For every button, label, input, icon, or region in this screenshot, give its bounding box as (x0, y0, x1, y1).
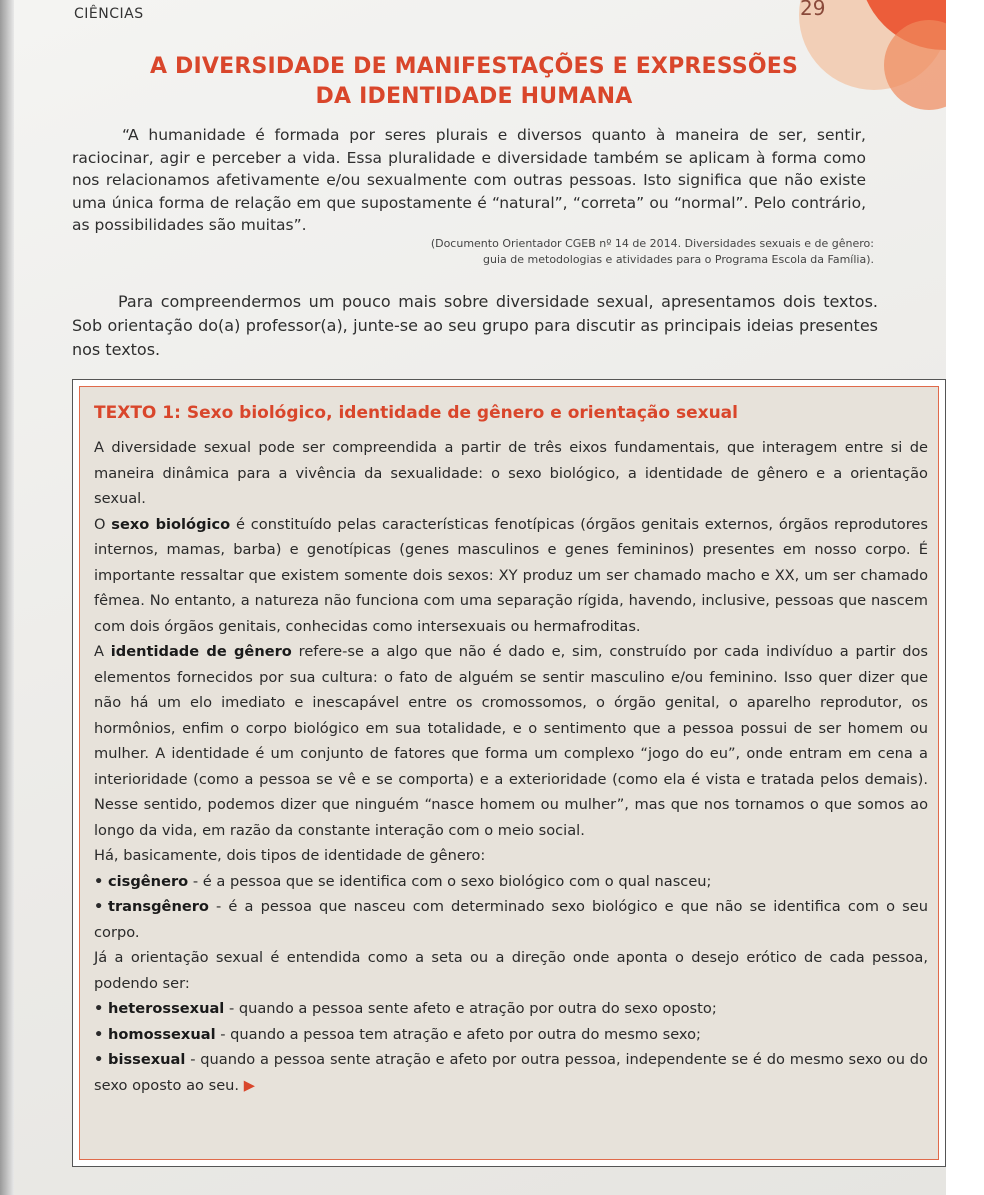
term-bold: heterossexual (108, 1000, 225, 1017)
source-line-1: (Documento Orientador CGEB nº 14 de 2014. Diversidades sexuais e de gênero: (430, 237, 874, 250)
source-line-2: guia de metodologias e atividades para o Programa Escola da Família). (483, 253, 874, 266)
list-item: • transgênero - é a pessoa que nasceu com determinado sexo biológico e que não se identifica com o seu corpo. (94, 894, 928, 945)
term-bold: transgênero (108, 898, 209, 915)
text1-title: TEXTO 1: Sexo biológico, identidade de gênero e orientação sexual (94, 403, 738, 423)
paragraph: O sexo biológico é constituído pelas características fenotípicas (órgãos genitais externos, órgãos reprodutores internos, mamas, barba) e genotípicas (genes masculinos e genes femininos) presentes em nosso corpo. É importante ressaltar que existem somente dois sexos: XY produz um ser chamado macho e XX, um ser chamado fêmea. No entanto, a natureza não funciona com uma separação rígida, havendo, inclusive, pessoas que nascem com dois órgãos genitais, conhecidas como intersexuais ou hermafroditas. (94, 515, 928, 635)
textbook-page (14, 0, 946, 1195)
term-bold: cisgênero (108, 872, 189, 890)
paragraph: Já a orientação sexual é entendida como a seta ou a direção onde aponta o desejo erótico de cada pessoa, podendo ser: (94, 949, 928, 992)
text1-box (72, 379, 946, 1167)
list-item: • heterossexual - quando a pessoa sente afeto e atração por outra do sexo oposto; (94, 996, 928, 1022)
bullet-icon: • (94, 1025, 104, 1043)
subject-header: CIÊNCIAS (74, 6, 144, 22)
title-line-1: A DIVERSIDADE DE MANIFESTAÇÕES E EXPRESSÕES (149, 54, 799, 79)
bullet-icon: • (94, 1000, 104, 1017)
list-item: • homossexual - quando a pessoa tem atração e afeto por outra do mesmo sexo; (94, 1022, 928, 1048)
text1-box-inner (79, 386, 939, 1160)
bullet-icon: • (94, 898, 104, 915)
page-title (74, 52, 874, 112)
paragraph: Há, basicamente, dois tipos de identidade de gênero: (94, 847, 486, 864)
epigraph-quote: “A humanidade é formada por seres plurais e diversos quanto à maneira de ser, sentir, raciocinar, agir e perceber a vida. Essa pluralidade e diversidade também se aplicam à forma como nos relacionamos afetivamente e/ou sexualmente com outras pessoas. Isto significa que não existe uma única forma de relação em que supostamente é “natural”, “correta” ou “normal”. Pelo contrário, as possibilidades são muitas”. (72, 126, 866, 234)
text1-body (94, 435, 928, 1098)
term-bold: sexo biológico (111, 515, 231, 533)
paragraph: A diversidade sexual pode ser compreendida a partir de três eixos fundamentais, que interagem entre si de maneira dinâmica para a vivência da sexualidade: o sexo biológico, a identidade de gênero e a orientação sexual. (94, 439, 928, 507)
list-item: • cisgênero - é a pessoa que se identifica com o sexo biológico com o qual nasceu; (94, 869, 928, 895)
title-line-2: DA IDENTIDADE HUMANA (315, 84, 633, 109)
bullet-icon: • (94, 1051, 104, 1068)
bullet-icon: • (94, 872, 104, 890)
term-bold: identidade de gênero (110, 643, 292, 660)
intro-paragraph: Para compreendermos um pouco mais sobre diversidade sexual, apresentamos dois textos. Sob orientação do(a) professor(a), junte-se ao seu grupo para discutir as principais ideias presentes nos textos. (72, 292, 878, 359)
paragraph: A identidade de gênero refere-se a algo que não é dado e, sim, construído por cada indivíduo a partir dos elementos fornecidos por sua cultura: o fato de alguém se sentir masculino e/ou feminino. Isso quer dizer que não há um elo imediato e inescapável entre os cromossomos, o órgão genital, o aparelho reprodutor, os hormônios, enfim o corpo biológico em sua totalidade, e o sentimento que a pessoa possui de ser homem ou mulher. A identidade é um conjunto de fatores que forma um complexo “jogo do eu”, onde entram em cena a interioridade (como a pessoa se vê e se comporta) e a exterioridade (como ela é vista e tratada pelos demais). Nesse sentido, podemos dizer que ninguém “nasce homem ou mulher”, mas que nos tornamos o que somos ao longo da vida, em razão da constante interação com o meio social. (94, 643, 929, 839)
page-number: 29 (800, 0, 826, 20)
continue-arrow-icon: ▶ (243, 1076, 255, 1094)
list-item: • bissexual - quando a pessoa sente atração e afeto por outra pessoa, independente se é do mesmo sexo ou do sexo oposto ao seu. ▶ (94, 1047, 928, 1098)
page-margin (946, 0, 984, 1195)
term-bold: homossexual (108, 1025, 216, 1043)
book-spine (0, 0, 14, 1195)
quote-source (354, 236, 874, 268)
term-bold: bissexual (108, 1051, 186, 1068)
